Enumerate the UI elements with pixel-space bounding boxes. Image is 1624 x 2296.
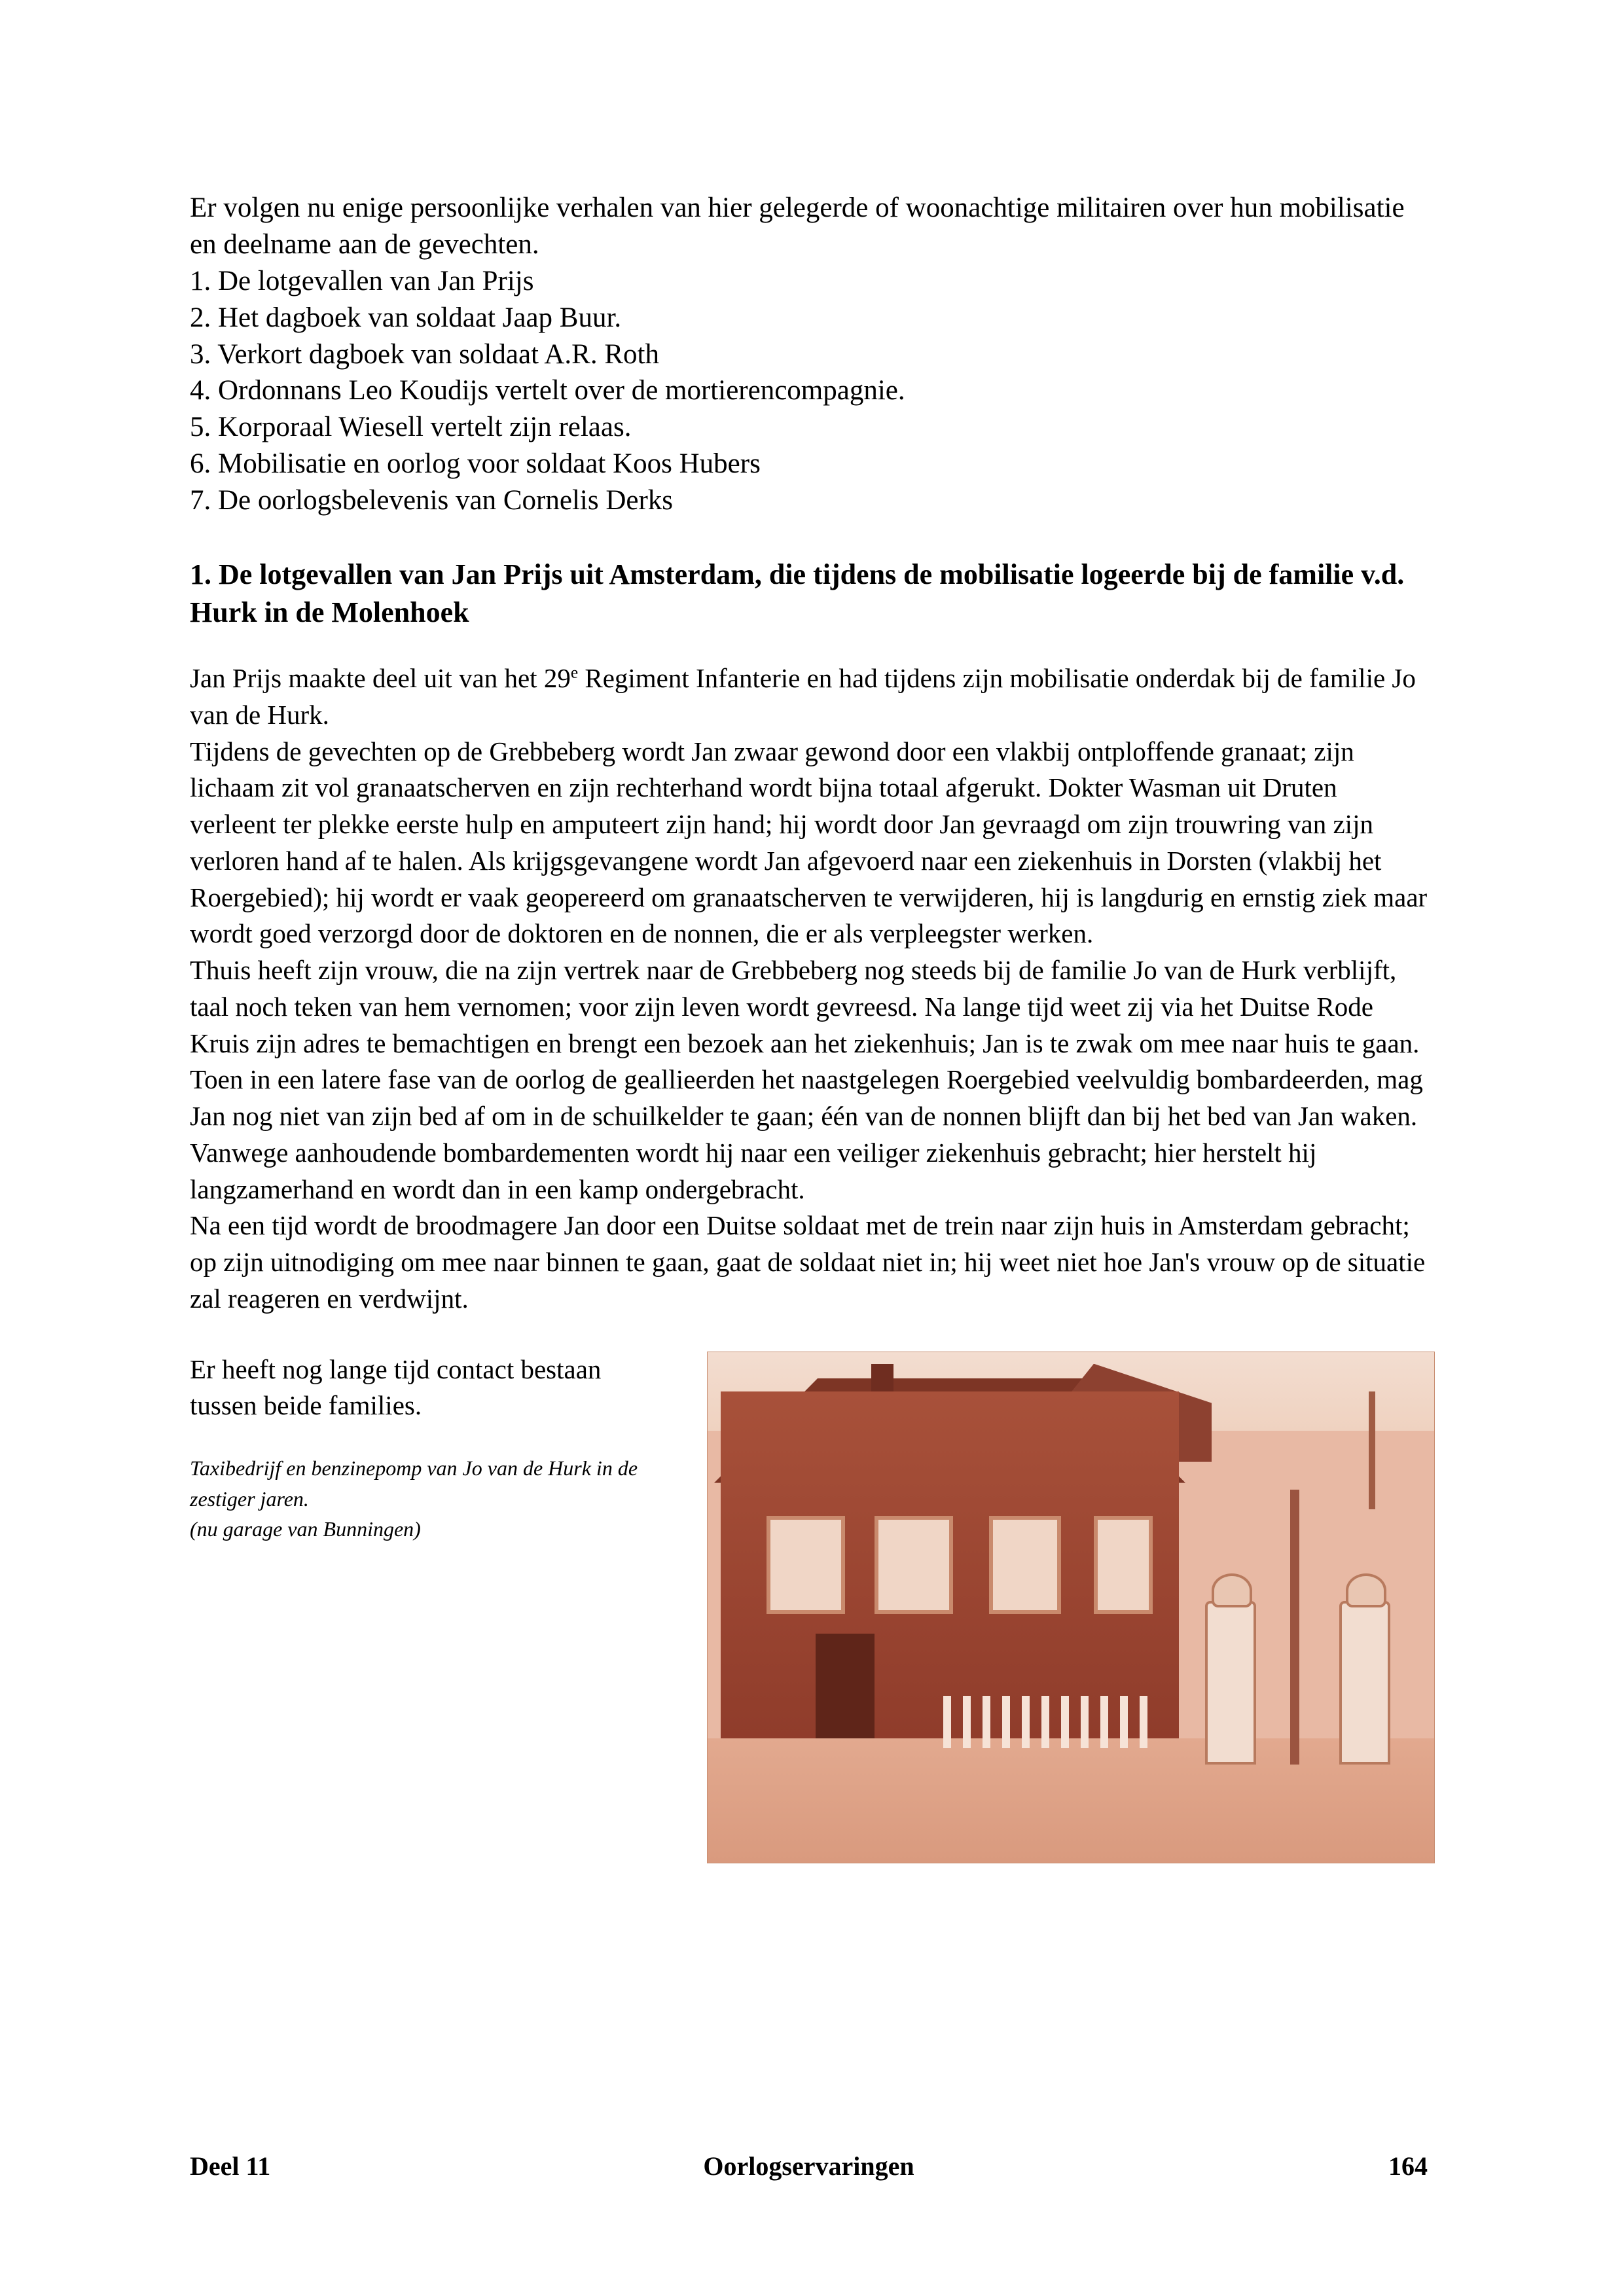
- photo-fuel-pump: [1339, 1601, 1390, 1765]
- photo-window: [989, 1516, 1061, 1614]
- body-paragraph-2: Tijdens de gevechten op de Grebbeberg wordt Jan zwaar gewond door een vlakbij ontploffende granaat; zijn lichaam zit vol granaatscherven en zijn rechterhand wordt bijna totaal afgerukt. Dokter Wasman uit Druten verleent ter plekke eerste hulp en amputeert zijn hand; hij wordt door Jan gevraagd om zijn trouwring van zijn verloren hand af te halen. Als krijgsgevangene wordt Jan afgevoerd naar een ziekenhuis in Dorsten (vlakbij het Roergebied); hij wordt er vaak geopereerd om granaatscherven te verwijderen, hij is langdurig en ernstig ziek maar wordt goed verzorgd door de doktoren en de nonnen, die er als verpleegster werken.: [190, 736, 1428, 949]
- photo-pole: [1290, 1490, 1299, 1765]
- list-item: 1. De lotgevallen van Jan Prijs: [190, 265, 534, 296]
- photo-taxi-garage: [707, 1352, 1435, 1863]
- caption-line-1: Taxibedrijf en benzinepomp van Jo van de Hurk in de zestiger jaren.: [190, 1456, 638, 1511]
- list-item: 5. Korporaal Wiesell vertelt zijn relaas.: [190, 412, 632, 443]
- body-paragraph-3: Thuis heeft zijn vrouw, die na zijn vertrek naar de Grebbeberg nog steeds bij de familie Jo van de Hurk verblijft, taal noch teken van hem vernomen; voor zijn leven wordt gevreesd. Na lange tijd weet zij via het Duitse Rode Kruis zijn adres te bemachtigen en brengt een bezoek aan het ziekenhuis; Jan is te zwak om mee naar huis te gaan.: [190, 955, 1420, 1058]
- page-footer: [190, 2151, 1428, 2181]
- caption-line-2: (nu garage van Bunningen): [190, 1516, 421, 1541]
- photo-caption: [190, 1453, 641, 1544]
- contact-paragraph: Er heeft nog lange tijd contact bestaan tussen beide families.: [190, 1354, 602, 1421]
- photo-window: [767, 1516, 845, 1614]
- lower-block: [190, 1352, 1428, 1862]
- list-item: 7. De oorlogsbelevenis van Cornelis Derks: [190, 485, 674, 516]
- photo-ground: [708, 1738, 1434, 1863]
- photo-window: [875, 1516, 953, 1614]
- photo-door: [816, 1634, 875, 1745]
- photo-fuel-pump-head: [1346, 1573, 1386, 1607]
- photo-lamp-post: [1369, 1391, 1375, 1509]
- photo-fuel-pump-head: [1212, 1573, 1252, 1607]
- footer-center: Oorlogservaringen: [703, 2151, 914, 2181]
- photo-fence: [943, 1696, 1153, 1748]
- list-item: 2. Het dagboek van soldaat Jaap Buur.: [190, 302, 622, 333]
- story-list: [190, 263, 1428, 519]
- body-paragraph-4: Toen in een latere fase van de oorlog de geallieerden het naastgelegen Roergebied veelvuldig bombardeerden, mag Jan nog niet van zijn bed af om in de schuilkelder te gaan; één van de nonnen blijft dan bij het bed van Jan waken. Vanwege aanhoudende bombardementen wordt hij naar een veiliger ziekenhuis gebracht; hier herstelt hij langzamerhand en wordt dan in een kamp ondergebracht.: [190, 1064, 1423, 1204]
- list-item: 6. Mobilisatie en oorlog voor soldaat Koos Hubers: [190, 448, 761, 480]
- list-item: 4. Ordonnans Leo Koudijs vertelt over de mortierencompagnie.: [190, 375, 905, 406]
- body-paragraph-1: [190, 660, 1428, 734]
- paragraph-1-pre: Jan Prijs maakte deel uit van het 29: [190, 663, 571, 694]
- paragraph-1-post: Regiment Infanterie en had tijdens zijn mobilisatie onderdak bij de familie Jo van de Hurk.: [190, 663, 1416, 730]
- paragraph-1-superscript: e: [570, 663, 579, 682]
- photo-window: [1094, 1516, 1153, 1614]
- caption-column: [190, 1352, 641, 1545]
- section-heading: 1. De lotgevallen van Jan Prijs uit Amsterdam, die tijdens de mobilisatie logeerde bij de familie v.d. Hurk in de Molenhoek: [190, 558, 1405, 629]
- list-item: 3. Verkort dagboek van soldaat A.R. Roth: [190, 338, 659, 370]
- intro-block: [190, 190, 1428, 519]
- footer-left: Deel 11: [190, 2151, 271, 2181]
- section-body: [190, 660, 1428, 1318]
- photo-fuel-pump: [1205, 1601, 1256, 1765]
- footer-page-number: 164: [1388, 2151, 1428, 2181]
- intro-paragraph: Er volgen nu enige persoonlijke verhalen van hier gelegerde of woonachtige militairen over hun mobilisatie en deelname aan de gevechten.: [190, 192, 1405, 260]
- body-paragraph-5: Na een tijd wordt de broodmagere Jan door een Duitse soldaat met de trein naar zijn huis in Amsterdam gebracht; op zijn uitnodiging om mee naar binnen te gaan, gaat de soldaat niet in; hij weet niet hoe Jan's vrouw op de situatie zal reageren en verdwijnt.: [190, 1210, 1426, 1314]
